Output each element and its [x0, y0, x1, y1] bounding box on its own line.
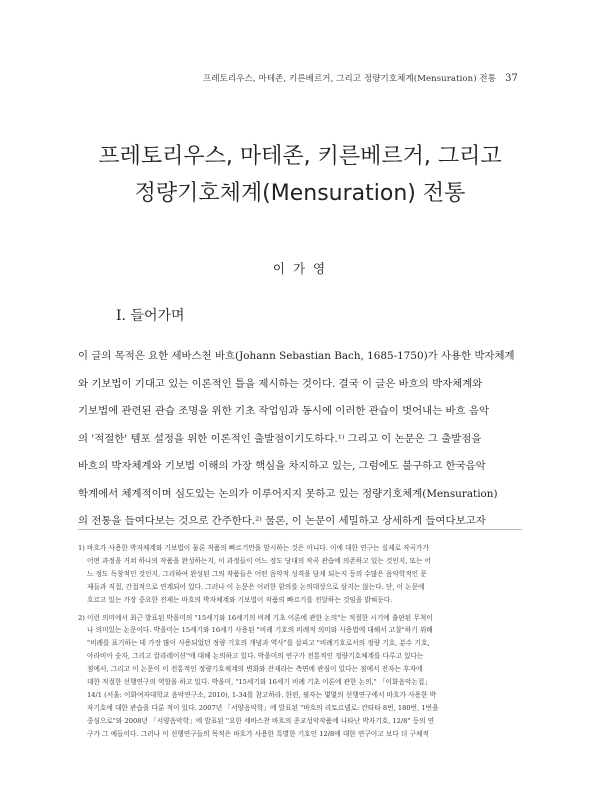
body-paragraph — [78, 343, 522, 536]
footnote-line: 1) 바흐가 사용한 박자체계와 기보법이 물론 작품의 빠르기만을 암시하는 것은 아니다. 이에 대한 연구는 실제로 작곡가가 — [78, 544, 429, 552]
footnote-2 — [78, 612, 522, 741]
footnote-1 — [78, 542, 522, 607]
body-line: 바흐의 박자체계와 기보법 이해의 가장 핵심을 차지하고 있는, 그럼에도 불구하고 한국음악 — [78, 460, 486, 472]
running-head-title: 프레토리우스, 마테존, 키른베르거, 그리고 정량기호체계(Mensuration) 전통 — [203, 74, 497, 84]
footnote-line: 점에서, 그리고 이 논문이 이 전통적인 정량기호체계의 변화와 잔재라는 측면에 관심이 있다는 점에서 전자는 후자에 — [87, 665, 423, 674]
footnote-line: 제들과 직접, 간접적으로 연계되어 있다. 그러나 이 논문은 이러한 함의를 논의대상으로 삼지는 않는다. 단, 이 논문에 — [87, 582, 425, 591]
article-title-line-2: 정량기호체계(Mensuration) 전통 — [134, 181, 466, 206]
running-head — [203, 72, 518, 84]
footnote-line: 자기호에 대한 관습을 다룬 적이 있다. 2007년 「서양음악학」에 발표된 "바흐의 리토르넬로: 칸타타 8번, 180번, 1번을 — [87, 703, 439, 712]
footnote-line: 느 정도 독창적인 것인지, 그리하여 완성된 그의 작품들은 어떤 음악적 성격을 담게 되는지 등의 수많은 음악학적인 문 — [87, 569, 427, 578]
body-line: 학계에서 체계적이며 심도있는 논의가 이루어지지 못하고 있는 정량기호체계(Mensuration) — [78, 487, 498, 500]
body-line: 의 '적절한' 템포 설정을 위한 이론적인 출발점이기도하다.¹⁾ 그리고 이 논문은 그 출발점을 — [78, 432, 482, 445]
footnote-line: 어떤 과정을 거쳐 하나의 작품을 완성하는지, 이 과정들이 어느 정도 당대의 작곡 관습에 의존하고 있는 것인지, 또는 어 — [87, 556, 432, 565]
article-title — [0, 138, 600, 212]
footnote-line: 2) 이런 의미에서 최근 발표된 박을미의 "15세기와 16세기의 비례 기초 이론에 관한 논의"는 적절한 시기에 출판된 무척이 — [78, 613, 433, 622]
footnote-line: 중심으로"와 2008년 「서양음악학」에 발표된 "요한 세바스찬 바흐의 종교성악작품에 나타난 박자기호, 12/8" 등의 연 — [87, 716, 435, 725]
body-line: 의 전통을 들여다보는 것으로 간주한다.²⁾ 물론, 이 논문이 세밀하고 상세하게 들여다보고자 — [78, 515, 486, 527]
footnote-line: 흐르고 있는 가장 중요한 전제는 바흐의 박자체계와 기보법이 작품의 빠르기를 전달하는 것임을 밝혀둔다. — [87, 595, 393, 604]
footnote-line: 아라비아 숫자, 그리고 칼라레이션"에 대해 논의하고 있다. 박을미의 연구가 전통적인 정량기호체계를 다루고 있다는 — [87, 652, 424, 661]
article-title-line-1: 프레토리우스, 마테존, 키른베르거, 그리고 — [98, 144, 502, 169]
footnote-line: 나 의미있는 논문이다. 박을미는 15세기와 16세기 사용된 "비례 기호의 비례적 의미와 사용법에 대해서 고찰"하기 위해 — [87, 626, 433, 635]
footnote-line: 구가 그 예들이다. 그러나 이 선행연구들의 목적은 바흐가 사용한 특별한 기호인 12/8에 대한 연구이고 보다 더 구체적 — [87, 729, 429, 738]
section-heading: I. 들어가며 — [116, 308, 185, 324]
footnotes — [78, 542, 522, 746]
footnote-divider — [78, 529, 522, 530]
footnote-line: "비례를 표기하는 데 가장 많이 사용되었던 정량 기호의 개념과 역사"를 살피고 "비례기호로서의 정량 기호, 분수 기호, — [87, 639, 430, 648]
footnote-line: 대한 적절한 선행연구의 역할을 하고 있다. 박을미, "15세기와 16세기 비례 기초 이론에 관한 논의," 「이화음악논집」 — [87, 678, 432, 687]
body-line: 와 기보법이 기대고 있는 이론적인 틀을 제시하는 것이다. 결국 이 글은 바흐의 박자체계와 — [78, 377, 483, 390]
body-line: 이 글의 목적은 요한 세바스천 바흐(Johann Sebastian Bach, 1685-1750)가 사용한 박자체계 — [78, 350, 515, 362]
footnote-line: 14/1 (서울: 이화여자대학교 음악연구소, 2010), 1-34를 참고하라. 한편, 필자는 몇몇의 선행연구에서 바흐가 사용한 박 — [87, 690, 437, 699]
page-number: 37 — [505, 73, 518, 84]
author-name: 이 가 영 — [272, 261, 328, 276]
body-line: 기보법에 관련된 관습 조명을 위한 기초 작업임과 동시에 이러한 관습이 벗어내는 바흐 음악 — [78, 405, 490, 417]
